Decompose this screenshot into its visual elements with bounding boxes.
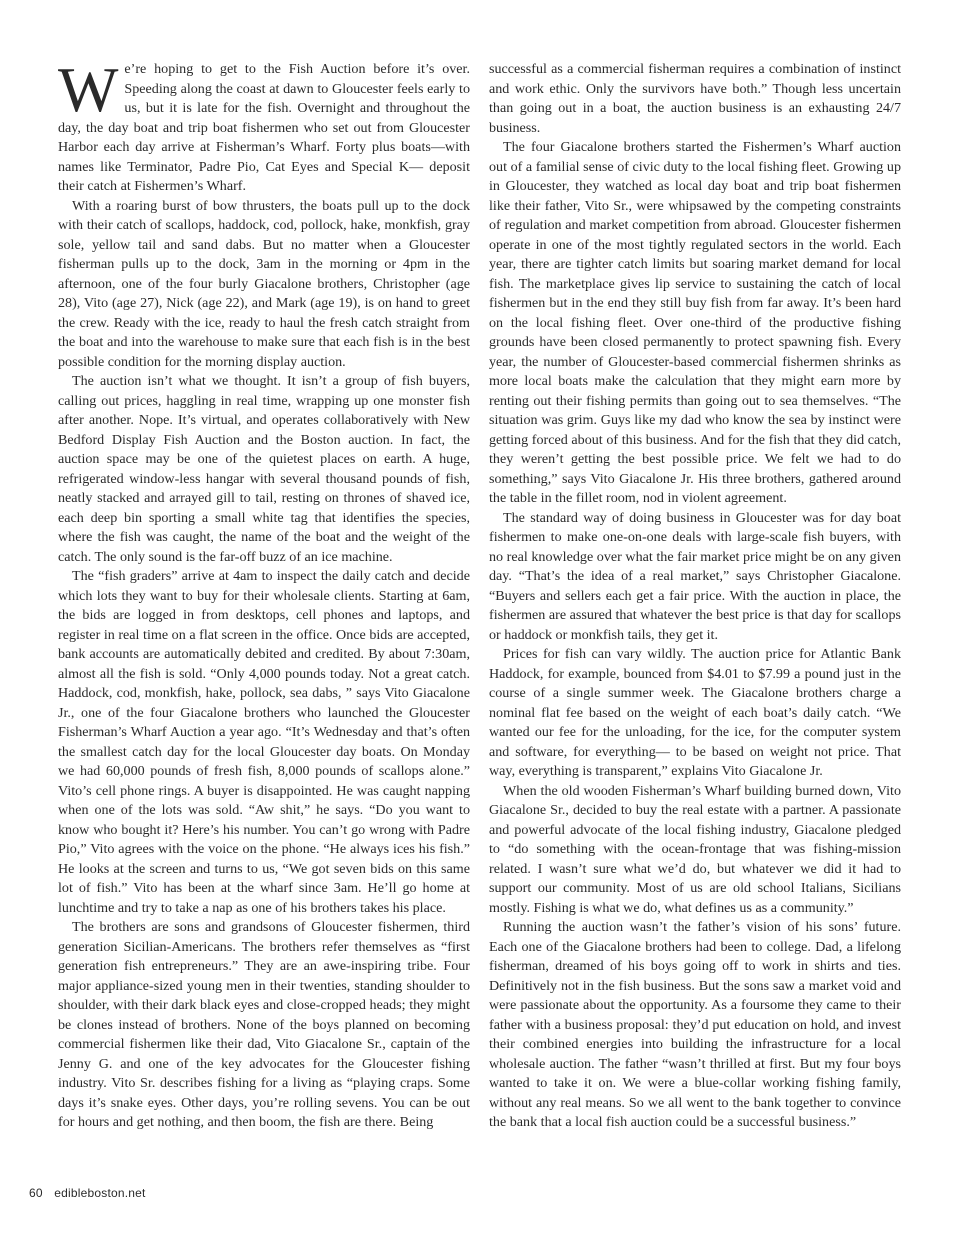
- left-column: [58, 54, 470, 1133]
- paragraph: The “fish graders” arrive at 4am to inspect the daily catch and decide which lots they want to buy for their wholesale clients. Starting at 6am, the bids are logged in from desktops, cell phones and laptops, and register in real time on a flat screen in the office. Once bids are accepted, bank accounts are automatically debited and credited. By about 7:30am, almost all the fish is sold. “Only 4,000 pounds today. Not a great catch. Haddock, cod, monkfish, hake, pollock, sea dabs, ” says Vito Giacalone Jr., one of the four Giacalone brothers who launched the Gloucester Fisherman’s Wharf Auction a year ago. “It’s Wednesday and that’s often the smallest catch day for the local Gloucester day boats. On Monday we had 60,000 pounds of fresh fish, 8,000 pounds of scallops alone.” Vito’s cell phone rings. A buyer is disappointed. He was caught napping when one of the lots was sold. “Aw shit,” he says. “Do you want to know who bought it? Here’s his number. You can’t go wrong with Padre Pio,” Vito agrees with the voice on the phone. “He always ices his fish.” He looks at the screen and turns to us, “We got seven bids on this same lot of fish.” Vito has been at the wharf since 3am. He’ll go home at lunchtime and try to take a nap as one of his brothers takes his place.: [58, 568, 470, 916]
- opening-paragraph: [58, 54, 470, 197]
- paragraph: Running the auction wasn’t the father’s vision of his sons’ future. Each one of the Giacalone brothers had been to college. Dad, a lifelong fisherman, dreamed of his boys going off to work in shirts and ties. Definitively not in the fish business. But the sons saw a market void and were passionate about the opportunity. As a foursome they came to their father with a business proposal: they’d put education on hold, and invest their combined energies into building the infrastructure for a local wholesale auction. The father “wasn’t thrilled at first. But my four boys wanted to take it on. We were a blue-collar working fishing family, without any real means. So we all went to the bank together to convince the bank that a local fish auction could be a successful business.”: [489, 919, 901, 1130]
- paragraph: The auction isn’t what we thought. It isn’t a group of fish buyers, calling out prices, haggling in real time, wrapping up one monster fish after another. Nope. It’s virtual, and operates collaboratively with New Bedford Display Fish Auction and the Boston auction. In fact, the auction space may be one of the quietest places on earth. A huge, refrigerated window-less hangar with several thousand pounds of fish, neatly stacked and arrayed gill to tail, resting on thrones of shaved ice, each deep bin sporting a small white tag that identifies the species, where the fish was caught, the name of the boat and the weight of the catch. The only sound is the far-off buzz of an ice machine.: [58, 373, 470, 565]
- right-column: [489, 60, 901, 1133]
- paragraph: The brothers are sons and grandsons of Gloucester fishermen, third generation Sicilian-Americans. The brothers refer themselves as “first generation fish entrepreneurs.” They are an awe-inspiring tribe. Four major appliance-sized young men in their twenties, standing shoulder to shoulder, with their dark black eyes and close-cropped heads; they might be clones instead of brothers. None of the boys planned on becoming commercial fishermen like their dad, Vito Giacalone Sr., captain of the Jenny G. and one of the key advocates for the Gloucester fishing industry. Vito Sr. describes fishing for a living as “playing craps. Some days it’s snake eyes. Other days, you’re rolling sevens. You can be out for hours and get nothing, and then boom, the fish are there. Being: [58, 919, 470, 1130]
- continuation-paragraph: successful as a commercial fisherman requires a combination of instinct and work ethic. Only the survivors have both.” Though less uncertain than going out in a boat, the auction business is an exhausting 24/7 business.: [489, 61, 901, 136]
- paragraph: The four Giacalone brothers started the Fishermen’s Wharf auction out of a familial sense of civic duty to the local fishing fleet. Growing up in Gloucester, they watched as local day boat and trip boat fishermen like their father, Vito Sr., were whipsawed by the competing constraints of regulation and market competition from abroad. Gloucester fishermen operate in one of the most tightly regulated sectors in the world. Each year, there are tighter catch limits but soaring market demand for local fish. The marketplace gives lip service to sustaining the catch of local fishermen but in the end they still buy fish from far away. It’s been hard on the local fishing fleet. Over one-third of the productive fishing grounds have been closed permanently to protect spawning fish. Every year, the number of Gloucester-based commercial fishermen shrinks as more local boats make the calculation that they might earn more by renting out their fishing permits than going out to sea themselves. “The situation was grim. Guys like my dad who know the sea by instinct were getting forced about of this business. And for the fish that they did catch, they weren’t getting the best possible price. We felt we had to do something,” says Vito Giacalone Jr. His three brothers, gathered around the table in the fillet room, nod in violent agreement.: [489, 139, 901, 506]
- opening-text: e’re hoping to get to the Fish Auction before it’s over. Speeding along the coast at dawn to Gloucester feels early to us, but it is late for the fish. Overnight and throughout the day, the day boat and trip boat fishermen who set out from Gloucester Harbor each day arrive at Fisherman’s Wharf. Forty plus boats—with names like Terminator, Padre Pio, Cat Eyes and Special K— deposit their catch at Fishermen’s Wharf.: [58, 61, 470, 194]
- paragraph: Prices for fish can vary wildly. The auction price for Atlantic Bank Haddock, for example, bounced from $4.01 to $7.99 a pound just in the course of a single summer week. The Giacalone brothers charge a nominal flat fee based on the weight of each boat’s daily catch. “We wanted our fee for the unloading, for the ice, for the computer system and software, for everything— to be based on weight not price. That way, everything is transparent,” explains Vito Giacalone Jr.: [489, 646, 901, 779]
- paragraph: The standard way of doing business in Gloucester was for day boat fishermen to make one-on-one deals with large-scale fish buyers, with no real knowledge over what the fair market price might be on any given day. “That’s the idea of a real market,” says Christopher Giacalone. “Buyers and sellers each get a fair price. With the auction in place, the fishermen are assured that whatever the best price is that day for scallops or haddock or monkfish tails, they get it.: [489, 509, 901, 643]
- page-number: 60: [29, 1186, 43, 1200]
- drop-cap: W: [58, 54, 119, 125]
- page-footer: [29, 1186, 146, 1200]
- paragraph: With a roaring burst of bow thrusters, the boats pull up to the dock with their catch of scallops, haddock, cod, pollock, hake, monkfish, gray sole, yellow tail and sand dabs. But no matter when a Gloucester fisherman pulls up to the dock, 3am in the morning or 4pm in the afternoon, one of the four burly Giacalone brothers, Christopher (age 28), Vito (age 27), Nick (age 22), and Mark (age 19), is on hand to greet the crew. Ready with the ice, ready to haul the fresh catch straight from the boat and into the warehouse to make sure that each fish is in the best possible condition for the morning display auction.: [58, 197, 470, 370]
- footer-site-link[interactable]: edibleboston.net: [54, 1186, 146, 1200]
- paragraph: When the old wooden Fisherman’s Wharf building burned down, Vito Giacalone Sr., decided to buy the real estate with a partner. A passionate and powerful advocate of the local fishing industry, Giacalone pledged to “do something with the ocean-frontage that was fishing-mission related. I wasn’t sure what we’d do, but whatever we did it had to support our community. Most of us are old school Italians, Sicilians mostly. Fishing is what we do, what defines us as a community.”: [489, 782, 901, 916]
